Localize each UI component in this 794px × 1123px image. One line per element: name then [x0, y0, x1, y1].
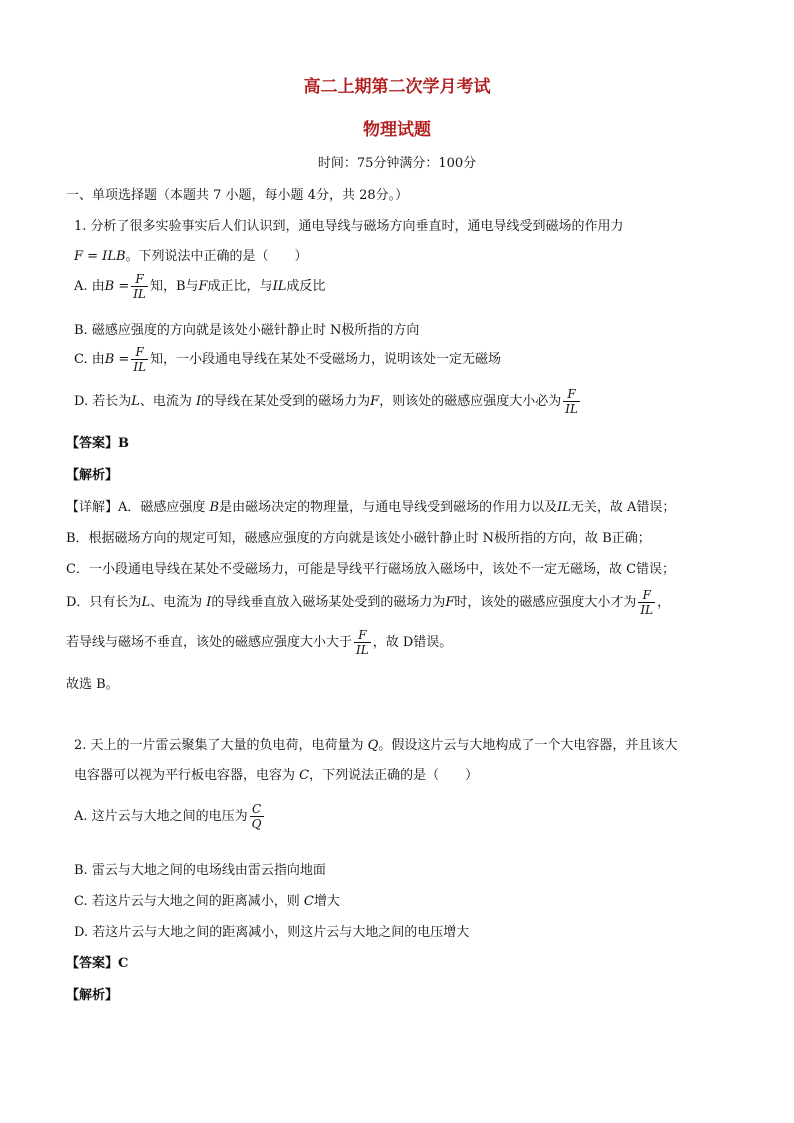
q2-option-a: A. 这片云与大地之间的电压为 $\frac{C}{Q}$ [74, 802, 262, 831]
fraction: $\frac{F}{IL}$ [356, 628, 369, 657]
fraction: $\frac{C}{Q}$ [251, 802, 262, 831]
exam-meta: 时间：75分钟满分：100分 [317, 156, 477, 171]
fraction: $\frac{F}{IL}$ [565, 387, 578, 416]
q1-option-a: A. 由B = $\frac{F}{IL}$ 知，B与F成正比，与IL成反比 [74, 272, 326, 301]
fraction: $\frac{F}{IL}$ [640, 588, 654, 617]
fraction: $\frac{F}{IL}$ [133, 345, 147, 374]
q1-detail-a: 【详解】A．磁感应强度 B是由磁场决定的物理量，与通电导线受到磁场的作用力以及IL无关，故 A错误； [66, 500, 676, 515]
q1-option-b: B. 磁感应强度的方向就是该处小磁针静止时 N极所指的方向 [74, 323, 420, 338]
q2-analysis-label: 【解析】 [66, 988, 119, 1003]
section-heading: 一、单项选择题（本题共 7 小题，每小题 4分，共 28分。） [66, 188, 409, 203]
q1-detail-d-cont: 若导线与磁场不垂直，该处的磁感应强度大小大于 $\frac{F}{IL}$ ，故 D错误。 [66, 628, 453, 657]
fraction: $\frac{F}{IL}$ [133, 272, 146, 301]
q1-answer: 【答案】B [66, 436, 129, 451]
q1-option-c: C. 由B = $\frac{F}{IL}$ 知，一小段通电导线在某处不受磁场力，说明该处一定无磁场 [74, 345, 502, 374]
q1-detail-d: D．只有长为L、电流为 I的导线垂直放入磁场某处受到的磁场力为F时，该处的磁感应强度大小才为 $\frac{F}{IL}$ ， [66, 588, 671, 617]
q1-stem-line1: 1. 分析了很多实验事实后人们认识到，通电导线与磁场方向垂直时，通电导线受到磁场的作用力 [74, 219, 624, 234]
q2-answer: 【答案】C [66, 956, 129, 971]
q2-option-d: D. 若这片云与大地之间的距离减小，则这片云与大地之间的电压增大 [74, 925, 470, 940]
q1-detail-b: B．根据磁场方向的规定可知，磁感应强度的方向就是该处小磁针静止时 N极所指的方向，故 B正确； [66, 531, 651, 546]
q1-formula: F = ILB [74, 249, 126, 264]
q1-stem-line2: F = ILB。下列说法中正确的是（ ） [74, 249, 308, 264]
q2-stem-line1: 2. 天上的一片雷云聚集了大量的负电荷，电荷量为 Q。假设这片云与大地构成了一个大电容器，并且该大 [74, 738, 678, 753]
subject-title: 物理试题 [363, 120, 431, 140]
q1-analysis-label: 【解析】 [66, 468, 119, 483]
q1-option-d: D. 若长为L、电流为 I的导线在某处受到的磁场力为F，则该处的磁感应强度大小必为 $\frac{F}{IL}$ [74, 387, 578, 416]
q1-conclusion: 故选 B。 [66, 677, 119, 692]
q1-detail-c: C．一小段通电导线在某处不受磁场力，可能是导线平行磁场放入磁场中，该处不一定无磁场，故 C错误； [66, 562, 676, 577]
q2-option-c: C. 若这片云与大地之间的距离减小，则 C增大 [74, 894, 340, 909]
q2-option-b: B. 雷云与大地之间的电场线由雷云指向地面 [74, 863, 326, 878]
q2-stem-line2: 电容器可以视为平行板电容器，电容为 C，下列说法正确的是（ ） [74, 768, 479, 783]
exam-title: 高二上期第二次学月考试 [303, 77, 491, 97]
